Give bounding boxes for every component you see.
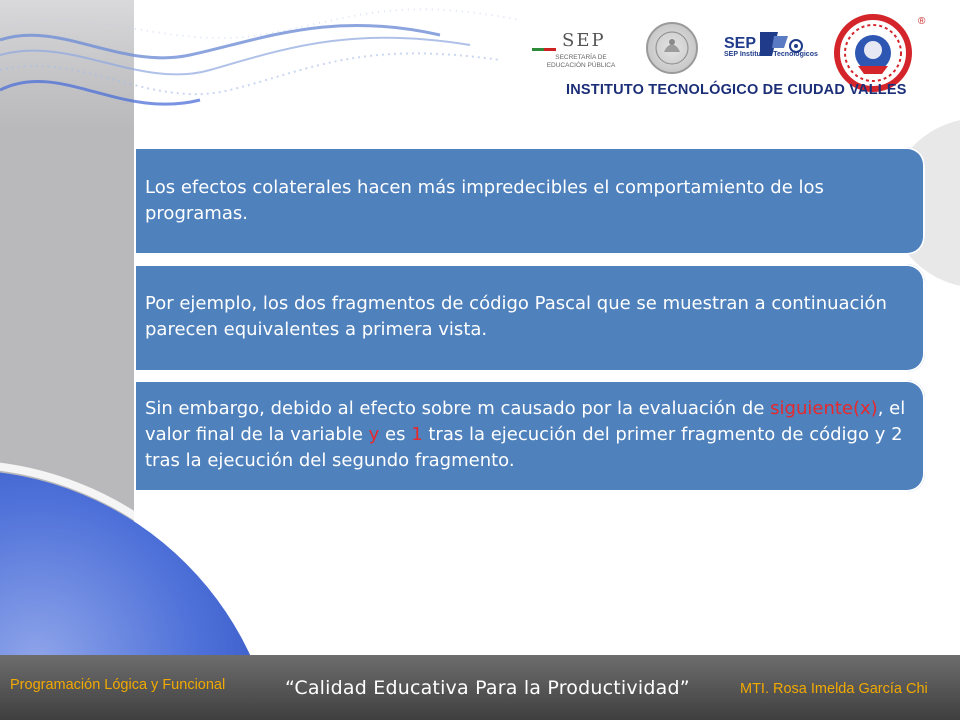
svg-text:SEP: SEP [724,35,757,52]
content-box-1 [134,147,925,255]
footer-motto: “Calidad Educativa Para la Productividad” [285,677,690,699]
sep-flag-green [532,48,544,51]
footer-instructor: MTI. Rosa Imelda García Chi [740,681,928,697]
registered-mark: ® [918,16,926,27]
box3-part2: , el valor final de la variable [145,398,906,445]
sep-logo-subtitle: SECRETARÍA DE EDUCACIÓN PÚBLICA [546,54,616,69]
sep-flag-red [544,48,556,51]
institute-name: INSTITUTO TECNOLÓGICO DE CIUDAD VALLES [566,82,907,98]
content-box-2-text: Por ejemplo, los dos fragmentos de código Pascal que se muestran a continuación parecen equivalentes a primera vista. [145,293,887,340]
mexico-seal-icon [646,22,698,74]
content-box-1-text: Los efectos colaterales hacen más impredecibles el comportamiento de los programas. [145,177,824,224]
sep-logo: SEP [562,30,606,51]
box3-part3: es [379,424,412,445]
content-box-3-text [145,396,911,474]
highlight-y: y [368,424,380,445]
sep-institutos-tecnologicos-label: SEP Institutos Tecnológicos [724,51,818,58]
itcv-logo [830,14,916,92]
footer-course-name: Programación Lógica y Funcional [10,677,226,693]
decorative-waves [0,0,560,150]
highlight-1: 1 [411,424,423,445]
content-box-3 [134,380,925,492]
sep-institutos-tecnologicos-logo [716,26,812,74]
box3-part1: Sin embargo, debido al efecto sobre m causado por la evaluación de [145,398,771,419]
box3-part4: tras la ejecución del primer fragmento de código y 2 tras la ejecución del segundo fragmento. [145,424,903,471]
highlight-siguiente: siguiente(x) [770,398,878,419]
content-box-2 [134,264,925,372]
